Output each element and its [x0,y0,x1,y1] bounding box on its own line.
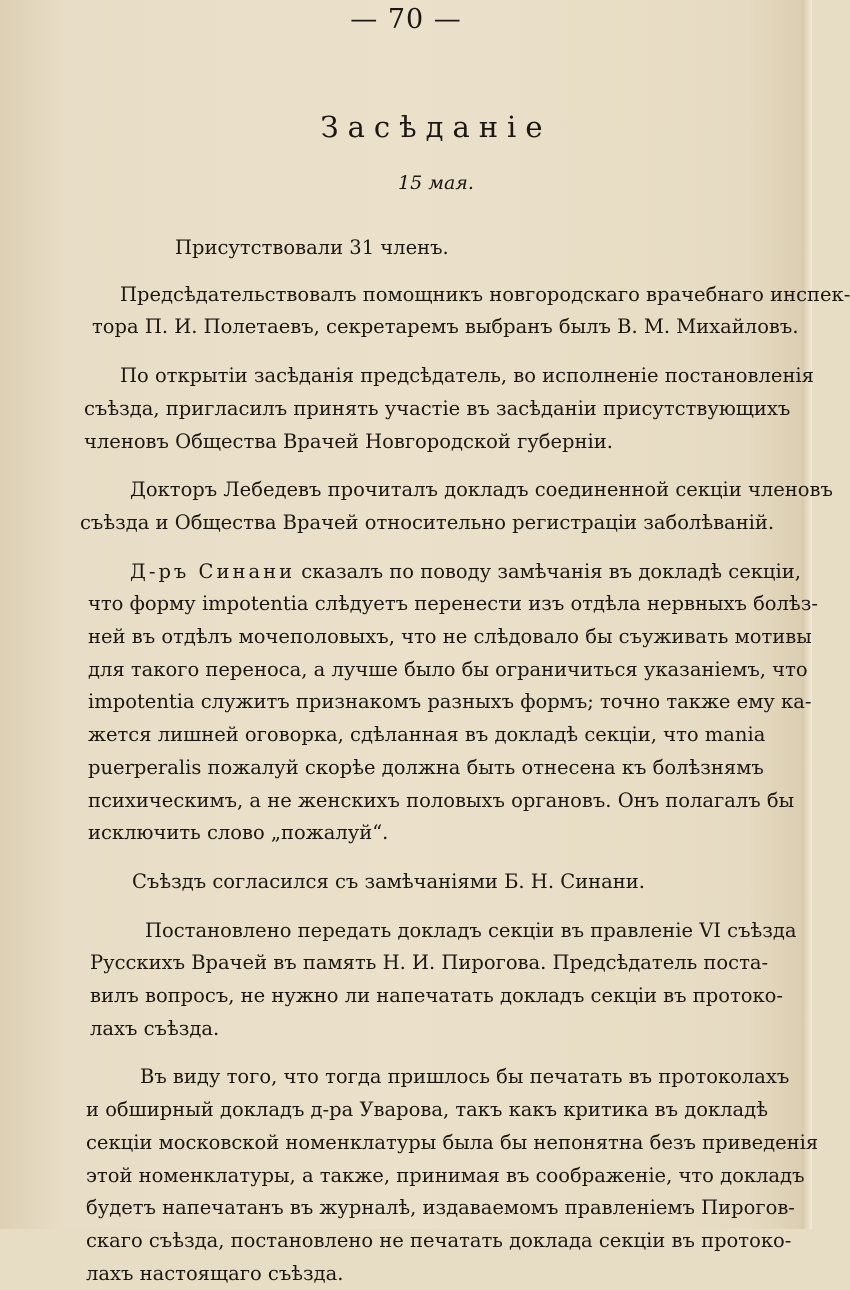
paragraph-agreed: Съѣздъ согласился съ замѣчаніями Б. Н. Синани. [132,869,645,893]
attendance-line: Присутствовали 31 членъ. [175,236,449,259]
document-body [80,232,850,1290]
page-title: Засѣданіе [320,110,552,144]
paragraph-report: Докторъ Лебедевъ прочиталъ докладъ соединенной секціи членовъ съѣзда и Общества Врачей относительно регистраціи заболѣваній. [80,478,833,534]
page-number: — 70 — [350,4,462,35]
paragraph-chair: Предсѣдательствовалъ помощникъ новгородскаго врачебнаго инспек- тора П. И. Полетаевъ, секретаремъ выбранъ былъ В. М. Михайловъ. [92,282,850,339]
paragraph-opening: По открытіи засѣданія предсѣдатель, во исполненіе постановленія съѣзда, пригласилъ принять участіе въ засѣданіи присутствующихъ членовъ Общества Врачей Новгородской губерніи. [84,364,814,453]
paragraph-decision: Постановлено передать докладъ секціи въ правленіе VI съѣзда Русскихъ Врачей въ память Н. И. Пирогова. Предсѣдатель поста- вилъ вопросъ, не нужно ли напечатать докладъ секціи въ протоко- лахъ съѣзда. [90,918,797,1040]
paragraph-conclusion: Въ виду того, что тогда пришлось бы печатать въ протоколахъ и обширный докладъ д-ра Уварова, такъ какъ критика въ докладѣ секціи московской номенклатуры была бы непонятна безъ приведенія этой номенклатуры, а также, принимая въ соображеніе, что докладъ будетъ напечатанъ въ журналѣ, издаваемомъ правленіемъ Пирогов- скаго съѣзда, постановлено не печатать доклада секціи въ протоко- лахъ настоящаго съѣзда. [86,1065,819,1285]
session-date: 15 мая. [398,172,474,194]
paragraph-sinani: Д-ръ Синани сказалъ по поводу замѣчанія въ докладѣ секціи, что форму impotentia слѣдуетъ перенести изъ отдѣла нервныхъ болѣз- ней въ отдѣлъ мочеполовыхъ, что не слѣдовало бы съуживать мотивы для такого переноса, а лучше было бы ограничиться указаніемъ, что impotentia служитъ признакомъ разныхъ формъ; точно также ему ка- жется лишней оговорка, сдѣланная въ докладѣ секціи, что mania puerperalis пожалуй скорѣе должна быть отнесена къ болѣзнямъ психическимъ, а не женскихъ половыхъ органовъ. Онъ полагалъ бы исключить слово „пожалуй“. [88,559,818,845]
